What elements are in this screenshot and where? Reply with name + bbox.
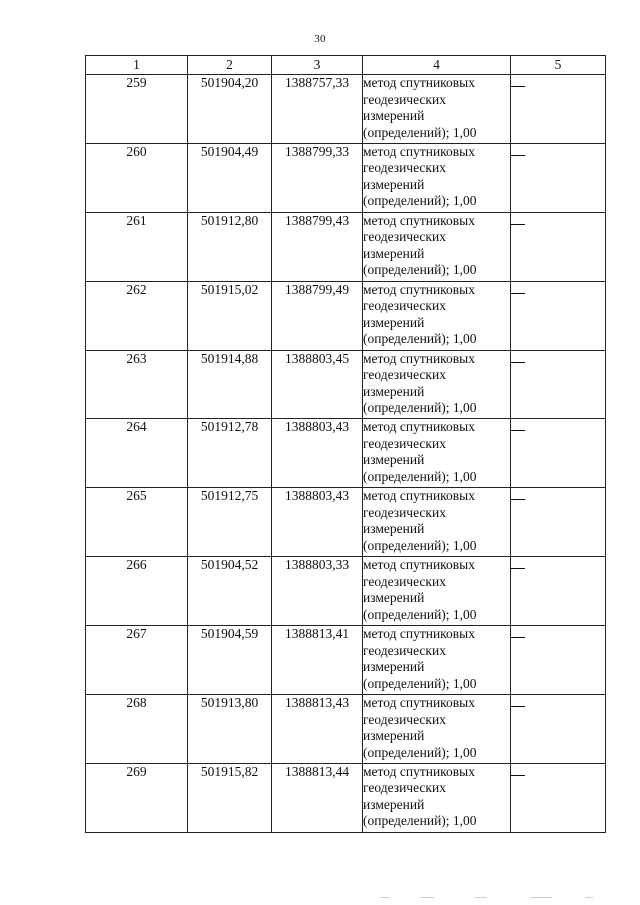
method-line: измерений: [363, 521, 425, 537]
point-number-cell: 262: [86, 281, 188, 350]
method-cell: [363, 695, 511, 764]
method-line: (определений); 1,00: [363, 262, 477, 278]
dash-mark: [511, 430, 525, 431]
method-line: измерений: [363, 728, 425, 744]
dash-mark: [511, 362, 525, 363]
x-coordinate-cell: 501904,49: [188, 143, 272, 212]
method-line: геодезических: [363, 504, 446, 520]
x-coordinate-cell: 501904,52: [188, 557, 272, 626]
method-line: (определений); 1,00: [363, 744, 477, 760]
point-number-cell: 268: [86, 695, 188, 764]
method-line: метод спутниковых: [363, 75, 475, 90]
method-line: геодезических: [363, 711, 446, 727]
x-coordinate-cell: 501912,80: [188, 212, 272, 281]
point-number-cell: 259: [86, 75, 188, 144]
method-cell: [363, 419, 511, 488]
x-coordinate-cell: 501912,75: [188, 488, 272, 557]
dash-mark: [511, 637, 525, 638]
x-coordinate-cell: 501904,20: [188, 75, 272, 144]
table-row: [86, 695, 606, 764]
method-line: геодезических: [363, 160, 446, 176]
method-line: измерений: [363, 108, 425, 123]
column-header-5: 5: [511, 56, 606, 75]
method-line: геодезических: [363, 780, 446, 796]
table-header: [86, 56, 606, 75]
note-cell: [511, 419, 606, 488]
y-coordinate-cell: 1388803,33: [272, 557, 363, 626]
method-line: геодезических: [363, 229, 446, 245]
dash-mark: [511, 706, 525, 707]
table-row: [86, 626, 606, 695]
dash-mark: [511, 775, 525, 776]
dash-mark: [511, 224, 525, 225]
column-header-4: 4: [363, 56, 511, 75]
method-line: (определений); 1,00: [363, 193, 477, 209]
y-coordinate-cell: 1388799,33: [272, 143, 363, 212]
x-coordinate-cell: 501915,82: [188, 763, 272, 832]
scan-artifacts: [380, 897, 610, 899]
method-line: (определений); 1,00: [363, 400, 477, 416]
note-cell: [511, 143, 606, 212]
method-cell: [363, 350, 511, 419]
method-line: метод спутниковых: [363, 695, 475, 711]
point-number-cell: 266: [86, 557, 188, 626]
table-row: [86, 75, 606, 144]
method-line: метод спутниковых: [363, 419, 475, 435]
column-header-2: 2: [188, 56, 272, 75]
note-cell: [511, 281, 606, 350]
method-line: метод спутниковых: [363, 763, 475, 779]
column-header-1: 1: [86, 56, 188, 75]
note-cell: [511, 488, 606, 557]
table-row: [86, 557, 606, 626]
method-line: измерений: [363, 314, 425, 330]
method-line: измерений: [363, 383, 425, 399]
dash-mark: [511, 155, 525, 156]
note-cell: [511, 350, 606, 419]
note-cell: [511, 212, 606, 281]
method-line: геодезических: [363, 367, 446, 383]
method-line: (определений); 1,00: [363, 124, 477, 140]
table-row: [86, 350, 606, 419]
y-coordinate-cell: 1388813,44: [272, 763, 363, 832]
method-cell: [363, 557, 511, 626]
method-line: метод спутниковых: [363, 626, 475, 642]
method-line: измерений: [363, 590, 425, 606]
dash-mark: [511, 568, 525, 569]
method-cell: [363, 75, 511, 144]
y-coordinate-cell: 1388813,41: [272, 626, 363, 695]
method-line: метод спутниковых: [363, 488, 475, 504]
table-body: [86, 75, 606, 833]
method-line: измерений: [363, 176, 425, 192]
method-line: геодезических: [363, 298, 446, 314]
column-header-3: 3: [272, 56, 363, 75]
method-line: метод спутниковых: [363, 350, 475, 366]
method-line: измерений: [363, 796, 425, 812]
note-cell: [511, 695, 606, 764]
x-coordinate-cell: 501913,80: [188, 695, 272, 764]
dash-mark: [511, 499, 525, 500]
table-row: [86, 419, 606, 488]
table-row: [86, 281, 606, 350]
x-coordinate-cell: 501914,88: [188, 350, 272, 419]
page-number: 30: [314, 33, 326, 45]
method-cell: [363, 143, 511, 212]
method-line: (определений); 1,00: [363, 468, 477, 484]
method-line: геодезических: [363, 573, 446, 589]
note-cell: [511, 626, 606, 695]
method-line: геодезических: [363, 435, 446, 451]
method-line: (определений); 1,00: [363, 813, 477, 829]
method-cell: [363, 212, 511, 281]
x-coordinate-cell: 501912,78: [188, 419, 272, 488]
table-row: [86, 763, 606, 832]
y-coordinate-cell: 1388803,43: [272, 419, 363, 488]
dash-mark: [511, 86, 525, 87]
point-number-cell: 265: [86, 488, 188, 557]
note-cell: [511, 763, 606, 832]
y-coordinate-cell: 1388803,43: [272, 488, 363, 557]
method-cell: [363, 281, 511, 350]
method-cell: [363, 763, 511, 832]
method-line: геодезических: [363, 642, 446, 658]
method-line: измерений: [363, 452, 425, 468]
point-number-cell: 267: [86, 626, 188, 695]
point-number-cell: 260: [86, 143, 188, 212]
method-line: (определений); 1,00: [363, 606, 477, 622]
method-line: (определений); 1,00: [363, 537, 477, 553]
y-coordinate-cell: 1388813,43: [272, 695, 363, 764]
y-coordinate-cell: 1388799,43: [272, 212, 363, 281]
method-line: метод спутниковых: [363, 557, 475, 573]
table-row: [86, 143, 606, 212]
method-line: метод спутниковых: [363, 212, 475, 228]
table-row: [86, 212, 606, 281]
method-cell: [363, 488, 511, 557]
point-number-cell: 261: [86, 212, 188, 281]
method-line: измерений: [363, 659, 425, 675]
point-number-cell: 263: [86, 350, 188, 419]
method-line: измерений: [363, 245, 425, 261]
method-line: (определений); 1,00: [363, 331, 477, 347]
x-coordinate-cell: 501915,02: [188, 281, 272, 350]
point-number-cell: 269: [86, 763, 188, 832]
method-line: метод спутниковых: [363, 281, 475, 297]
y-coordinate-cell: 1388803,45: [272, 350, 363, 419]
header-row: [86, 56, 606, 75]
method-line: (определений); 1,00: [363, 675, 477, 691]
method-line: геодезических: [363, 91, 446, 107]
y-coordinate-cell: 1388757,33: [272, 75, 363, 144]
table-row: [86, 488, 606, 557]
point-number-cell: 264: [86, 419, 188, 488]
x-coordinate-cell: 501904,59: [188, 626, 272, 695]
dash-mark: [511, 293, 525, 294]
coordinates-table: [85, 55, 606, 833]
note-cell: [511, 557, 606, 626]
y-coordinate-cell: 1388799,49: [272, 281, 363, 350]
note-cell: [511, 75, 606, 144]
method-cell: [363, 626, 511, 695]
method-line: метод спутниковых: [363, 143, 475, 159]
